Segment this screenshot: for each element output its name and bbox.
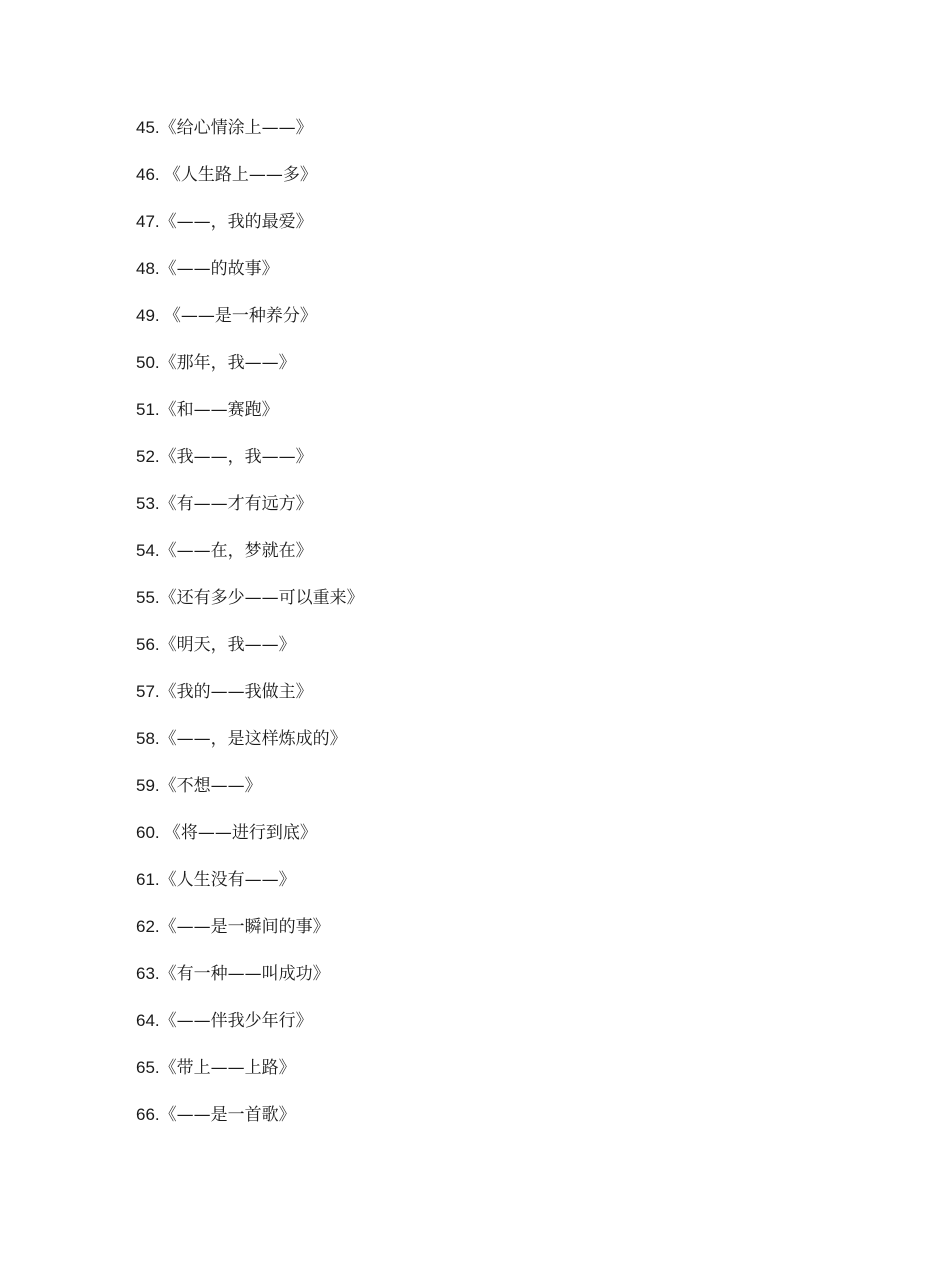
- item-number: 53.: [136, 494, 160, 513]
- item-title: 《明天，我——》: [159, 635, 296, 655]
- list-item: [136, 256, 364, 303]
- item-number: 58.: [136, 729, 160, 748]
- list-item: [136, 585, 364, 632]
- list-item: [136, 538, 364, 585]
- item-title: 《——的故事》: [159, 259, 279, 279]
- item-number: 45.: [136, 118, 160, 137]
- item-title: 《还有多少——可以重来》: [159, 588, 364, 608]
- item-number: 50.: [136, 353, 160, 372]
- list-item: [136, 350, 364, 397]
- list-item: [136, 162, 364, 209]
- list-item: [136, 397, 364, 444]
- item-number: 51.: [136, 400, 160, 419]
- item-number: 49.: [136, 306, 160, 325]
- item-number: 60.: [136, 823, 160, 842]
- item-title: 《不想——》: [159, 776, 262, 796]
- item-number: 65.: [136, 1058, 160, 1077]
- list-item: [136, 444, 364, 491]
- item-title: 《人生没有——》: [159, 870, 296, 890]
- item-number: 62.: [136, 917, 160, 936]
- item-number: 61.: [136, 870, 160, 889]
- list-item: [136, 726, 364, 773]
- item-title: 《给心情涂上——》: [159, 118, 313, 138]
- item-number: 59.: [136, 776, 160, 795]
- list-item: [136, 1102, 364, 1149]
- item-title: 《——是一瞬间的事》: [159, 917, 330, 937]
- item-number: 52.: [136, 447, 160, 466]
- list-item: [136, 209, 364, 256]
- list-item: [136, 1055, 364, 1102]
- list-item: [136, 914, 364, 961]
- item-number: 54.: [136, 541, 160, 560]
- item-title: 《——是一种养分》: [163, 306, 317, 326]
- item-title: 《那年，我——》: [159, 353, 296, 373]
- item-number: 57.: [136, 682, 160, 701]
- item-title: 《带上——上路》: [159, 1058, 296, 1078]
- list-item: [136, 115, 364, 162]
- item-title: 《人生路上——多》: [163, 165, 317, 185]
- item-title: 《——，我的最爱》: [159, 212, 313, 232]
- item-number: 66.: [136, 1105, 160, 1124]
- list-item: [136, 679, 364, 726]
- list-item: [136, 632, 364, 679]
- list-item: [136, 773, 364, 820]
- item-title: 《——在，梦就在》: [159, 541, 313, 561]
- essay-title-list: [136, 115, 364, 1149]
- item-title: 《有一种——叫成功》: [159, 964, 330, 984]
- list-item: [136, 303, 364, 350]
- item-number: 64.: [136, 1011, 160, 1030]
- list-item: [136, 820, 364, 867]
- list-item: [136, 1008, 364, 1055]
- item-title: 《——伴我少年行》: [159, 1011, 313, 1031]
- item-title: 《——是一首歌》: [159, 1105, 296, 1125]
- item-number: 46.: [136, 165, 160, 184]
- item-number: 48.: [136, 259, 160, 278]
- item-title: 《我——，我——》: [159, 447, 313, 467]
- item-title: 《我的——我做主》: [159, 682, 313, 702]
- item-number: 56.: [136, 635, 160, 654]
- item-number: 63.: [136, 964, 160, 983]
- item-title: 《将——进行到底》: [163, 823, 317, 843]
- item-number: 55.: [136, 588, 160, 607]
- list-item: [136, 867, 364, 914]
- list-item: [136, 961, 364, 1008]
- list-item: [136, 491, 364, 538]
- item-title: 《和——赛跑》: [159, 400, 279, 420]
- item-title: 《有——才有远方》: [159, 494, 313, 514]
- item-title: 《——，是这样炼成的》: [159, 729, 347, 749]
- item-number: 47.: [136, 212, 160, 231]
